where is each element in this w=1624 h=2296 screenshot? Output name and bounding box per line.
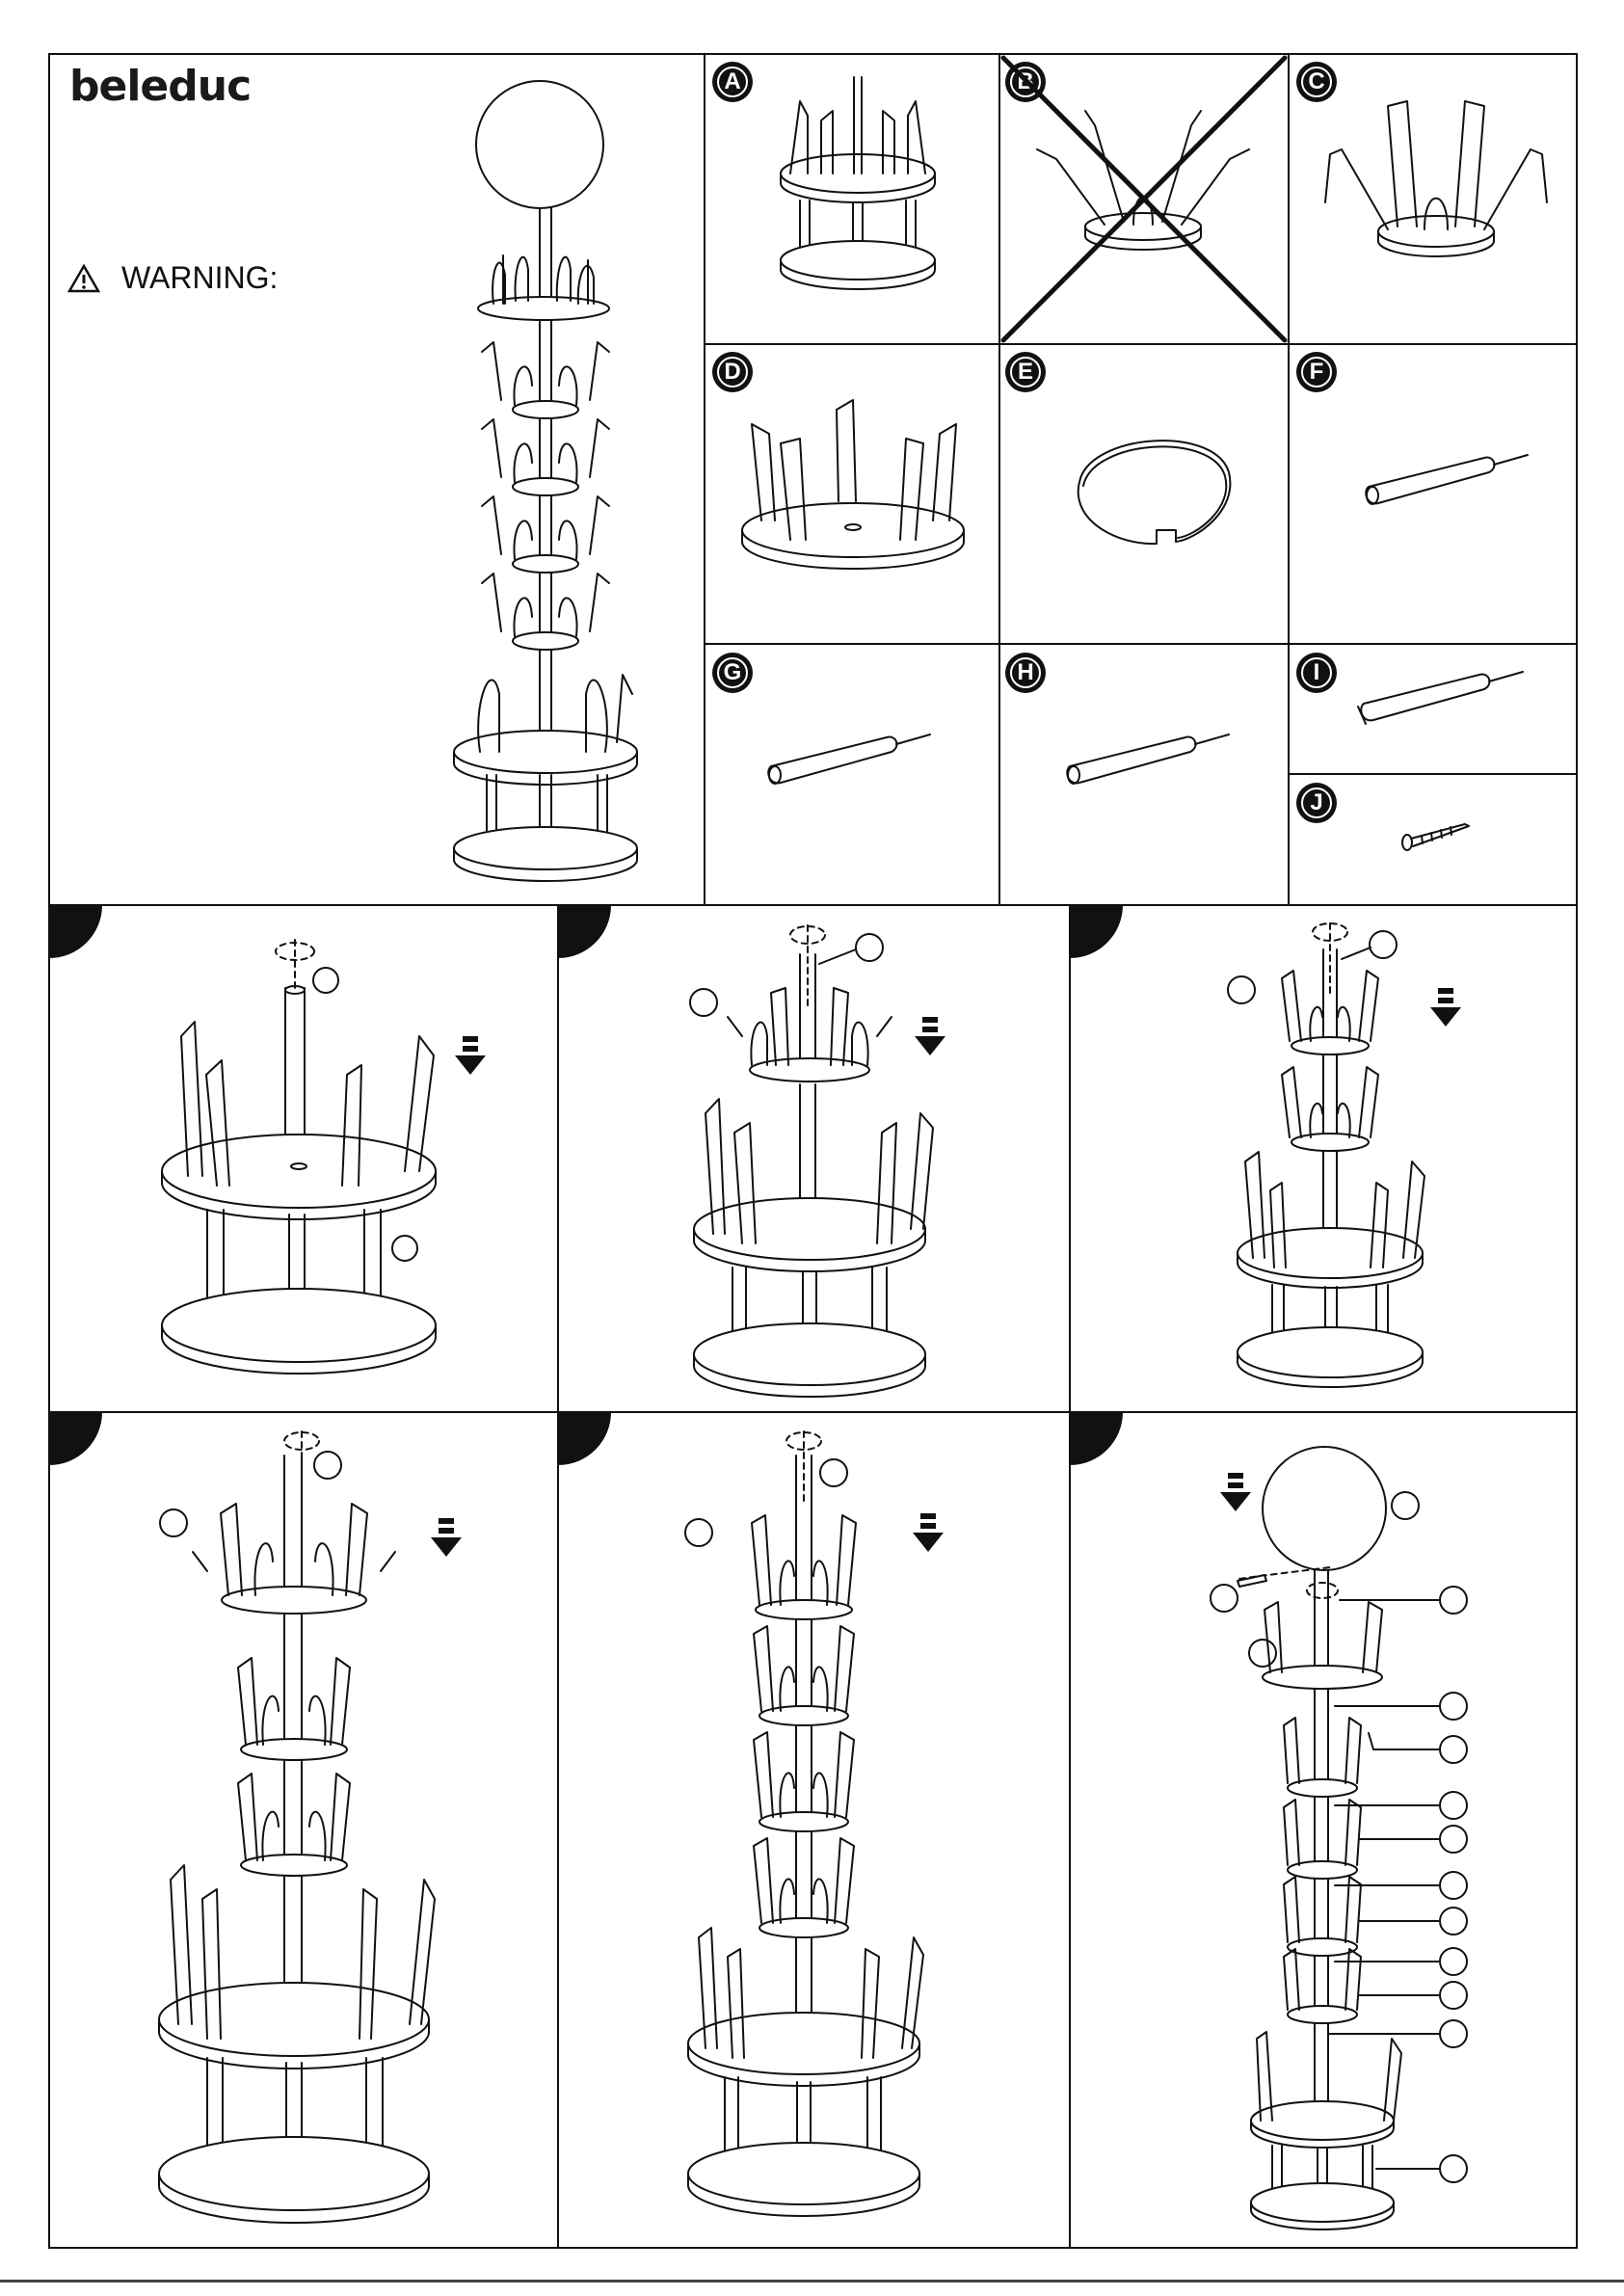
brand-logo: beleduc	[69, 62, 252, 111]
step-1-illustration	[145, 930, 492, 1383]
part-badge-h: H	[1005, 653, 1046, 693]
part-badge-c: C	[1296, 62, 1337, 102]
part-badge-a: A	[712, 62, 753, 102]
step-3-illustration	[1214, 921, 1465, 1393]
part-h-illustration	[1051, 723, 1243, 800]
part-badge-j: J	[1296, 783, 1337, 823]
part-badge-d: D	[712, 352, 753, 392]
part-badge-b: B	[1005, 62, 1046, 102]
part-badge-i: I	[1296, 653, 1337, 693]
footer-rule	[0, 2280, 1624, 2283]
part-badge-g: G	[712, 653, 753, 693]
part-f-illustration	[1349, 443, 1542, 521]
step-5-illustration	[675, 1427, 983, 2227]
warning-label	[67, 260, 278, 296]
step-6-illustration	[1205, 1436, 1475, 2227]
part-e-illustration	[1060, 424, 1243, 559]
step-4-illustration	[149, 1427, 477, 2227]
step-2-illustration	[675, 921, 993, 1393]
part-g-illustration	[752, 723, 945, 800]
part-badge-f: F	[1296, 352, 1337, 392]
part-j-illustration	[1398, 810, 1475, 858]
part-badge-e: E	[1005, 352, 1046, 392]
part-b-illustration	[998, 53, 1290, 345]
warning-text: WARNING:	[121, 260, 279, 295]
part-c-illustration	[1311, 87, 1561, 280]
assembled-rack-illustration	[443, 77, 665, 887]
tier	[482, 342, 609, 418]
part-i-illustration	[1344, 660, 1537, 737]
warning-triangle-icon	[67, 264, 100, 293]
part-a-illustration	[761, 67, 954, 299]
part-d-illustration	[732, 386, 973, 598]
